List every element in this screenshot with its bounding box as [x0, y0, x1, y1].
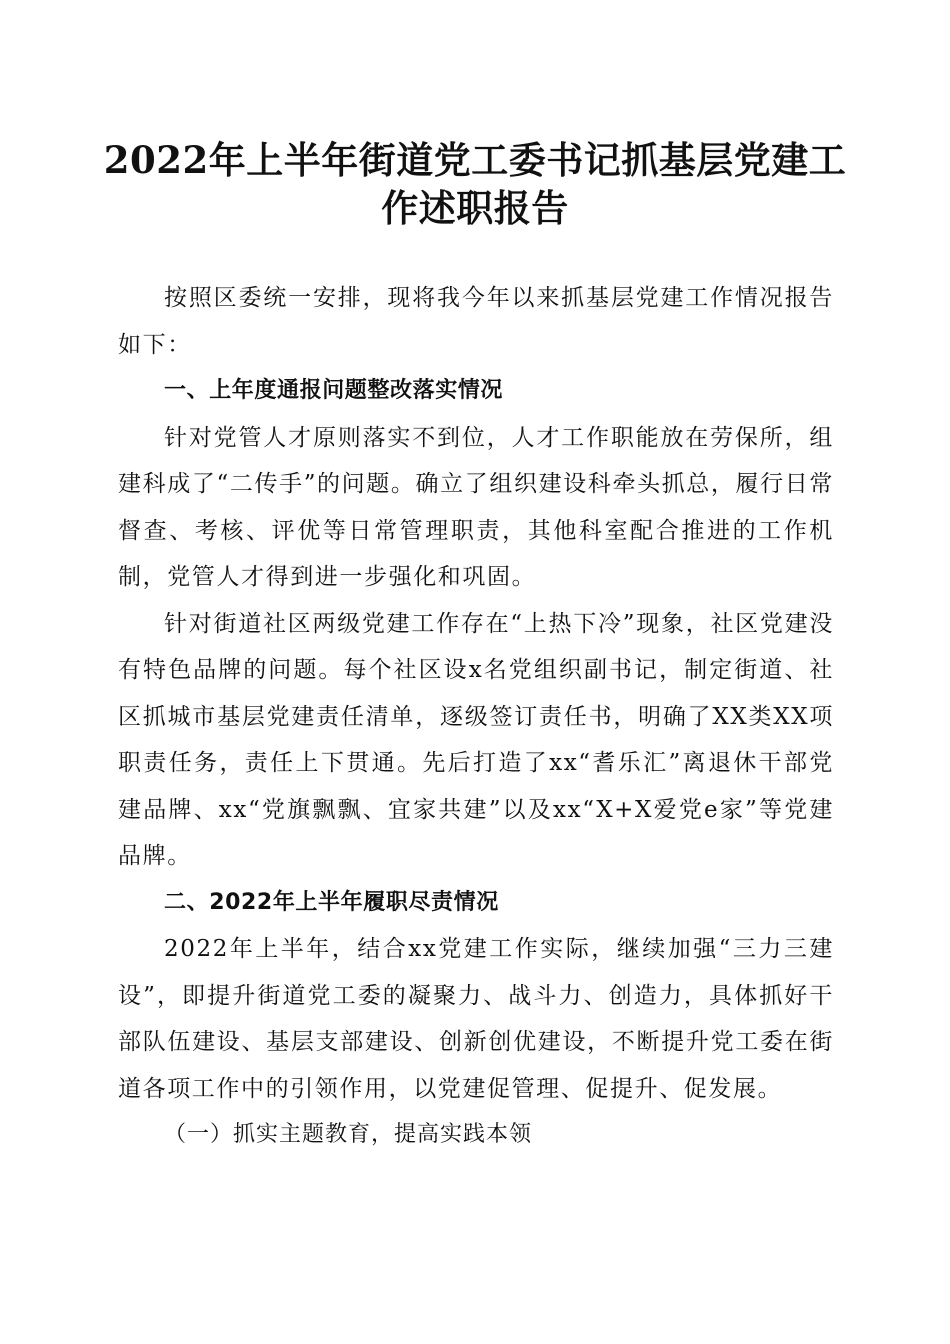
document-body: [118, 275, 834, 1159]
section1-paragraph-2: 针对街道社区两级党建工作存在“上热下冷”现象，社区党建没有特色品牌的问题。每个社区设x名党组织副书记，制定街道、社区抓城市基层党建责任清单，逐级签订责任书，明确了XX类XX项职责任务，责任上下贯通。先后打造了xx“耆乐汇”离退休干部党建品牌、xx“党旗飘飘、宜家共建”以及xx“X+X爱党e家”等党建品牌。: [118, 610, 834, 869]
section1-paragraph-1: 针对党管人才原则落实不到位，人才工作职能放在劳保所，组建科成了“二传手”的问题。确立了组织建设科牵头抓总，履行日常督查、考核、评优等日常管理职责，其他科室配合推进的工作机制，党管人才得到进一步强化和巩固。: [118, 424, 834, 590]
document-title: 2022年上半年街道党工委书记抓基层党建工作述职报告: [103, 138, 847, 230]
subsection-heading-1: （一）抓实主题教育，提高实践本领: [164, 1122, 533, 1147]
intro-paragraph: 按照区委统一安排，现将我今年以来抓基层党建工作情况报告如下：: [118, 285, 834, 358]
section-heading-2: 二、2022年上半年履职尽责情况: [164, 889, 499, 915]
section2-paragraph-1: 2022年上半年，结合xx党建工作实际，继续加强“三力三建设”，即提升街道党工委的凝聚力、战斗力、创造力，具体抓好干部队伍建设、基层支部建设、创新创优建设，不断提升党工委在街道各项工作中的引领作用，以党建促管理、促提升、促发展。: [118, 936, 834, 1102]
section-heading-1: 一、上年度通报问题整改落实情况: [164, 378, 504, 403]
